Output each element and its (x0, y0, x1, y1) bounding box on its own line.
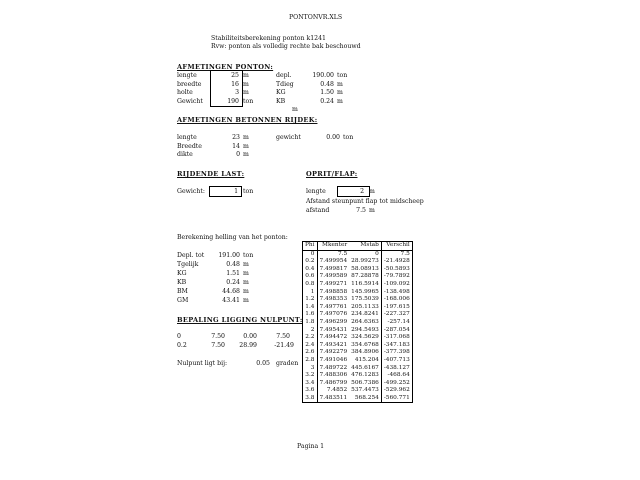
oprit-afstand-label: afstand (306, 207, 330, 214)
helling-unit: m (243, 297, 249, 304)
table-row (303, 372, 413, 380)
oprit-lengte-value[interactable]: 2 (360, 188, 364, 195)
table-cell: 205.1133 (351, 303, 379, 310)
ponton-calc-label: depl. (276, 72, 292, 79)
table-cell: 2 (303, 327, 318, 335)
rijdek-unit: m (243, 142, 249, 150)
ponton-label: breedte (177, 80, 202, 88)
table-cell: 145.9965 (351, 288, 379, 295)
helling-label: BM (177, 288, 188, 295)
helling-value: 0.24 (226, 279, 240, 286)
table-cell: -227.327 (381, 311, 412, 319)
table-cell: 384.8906 (351, 349, 379, 356)
file-name: PONTONVR.XLS (289, 14, 343, 21)
table-cell: -257.14 (381, 319, 412, 327)
helling-unit: ton (243, 252, 254, 259)
table-cell: -79.7892 (381, 273, 412, 281)
table-cell: 1.6 (303, 311, 318, 319)
table-cell: 0 (303, 250, 318, 258)
helling-label: GM (177, 297, 189, 304)
table-cell: 28.99273 (351, 258, 379, 265)
table-cell: 7.483511 (319, 394, 348, 401)
table-cell: 3.4 (303, 380, 318, 388)
ponton-calc-value: 190.00 (312, 72, 334, 79)
table-cell: 7.496299 (319, 318, 348, 325)
rijdek-gewicht-unit: ton (343, 134, 354, 141)
oprit-heading: OPRIT/FLAP: (306, 170, 358, 178)
table-cell: 0.4 (303, 266, 318, 274)
table-row (303, 304, 413, 312)
table-row (303, 395, 413, 403)
nulpunt-cell: 7.50 (211, 333, 225, 340)
table-cell: 0.2 (303, 258, 318, 266)
ponton-calc-unit: m (337, 80, 343, 88)
table-cell: 7.5 (337, 250, 348, 257)
table-cell: 7.486799 (319, 379, 348, 386)
table-cell: 2.8 (303, 357, 318, 365)
table-cell: -197.615 (381, 304, 412, 312)
helling-unit: m (243, 261, 249, 268)
table-row (303, 342, 413, 350)
nulpunt-cell: 0.2 (177, 342, 187, 349)
table-cell: 0.6 (303, 273, 318, 281)
ponton-unit: ton (243, 97, 254, 105)
table-row (303, 365, 413, 373)
page-number: Pagina 1 (297, 443, 325, 450)
oprit-afstand-text: Afstand steunpunt flap tot midscheep (306, 198, 424, 205)
table-cell: -438.127 (381, 365, 412, 373)
table-cell: 0 (375, 250, 379, 257)
table-cell: 7.497076 (319, 311, 348, 318)
helling-unit: m (243, 270, 249, 277)
ponton-label: Gewicht (177, 97, 203, 105)
ponton-calc-label: KG (276, 89, 286, 96)
helling-unit: m (243, 288, 249, 295)
last-heading: RIJDENDE LAST: (177, 170, 245, 178)
table-cell: 0.8 (303, 281, 318, 289)
table-row (303, 258, 413, 266)
ponton-value[interactable]: 3 (235, 89, 239, 96)
ponton-value[interactable]: 16 (231, 80, 239, 88)
table-row (303, 380, 413, 388)
title-line-2: Rvw: ponton als volledig rechte bak beschouwd (211, 43, 361, 50)
oprit-lengte-unit: m (369, 188, 375, 195)
table-row (303, 273, 413, 281)
helling-value: 1.51 (226, 270, 240, 277)
table-cell: 537.4473 (351, 387, 379, 394)
table-cell: 7.499954 (319, 258, 348, 265)
table-row (303, 387, 413, 395)
table-cell: -168.006 (381, 296, 412, 304)
table-cell: -50.5893 (381, 266, 412, 274)
table-cell: 476.1283 (351, 372, 379, 379)
last-value[interactable]: 1 (234, 188, 238, 195)
table-cell: 7.494472 (319, 334, 348, 341)
table-cell: -138.498 (381, 289, 412, 297)
table-cell: 7.499271 (319, 280, 348, 287)
ponton-extra-unit: m (292, 106, 298, 113)
table-cell: 7.4852 (326, 387, 348, 394)
ponton-calc-unit: m (337, 89, 343, 96)
table-cell: 568.254 (354, 394, 379, 401)
oprit-afstand-unit: m (369, 207, 375, 214)
table-cell: 1.8 (303, 319, 318, 327)
table-cell: 7.497761 (319, 303, 348, 310)
rijdek-label: dikte (177, 151, 193, 158)
table-cell: 7.499589 (319, 273, 348, 280)
table-cell: 1.4 (303, 304, 318, 312)
table-cell: 7.491046 (319, 356, 348, 363)
table-cell: 175.5039 (351, 296, 379, 303)
table-cell: -499.252 (381, 380, 412, 388)
column-header: Mstab (349, 242, 381, 251)
rijdek-label: Breedte (177, 142, 202, 150)
nulpunt-result-value: 0.05 (256, 360, 270, 367)
table-cell: 3 (303, 365, 318, 373)
table-cell: 2.4 (303, 342, 318, 350)
table-cell: 1 (303, 289, 318, 297)
table-cell: 7.493421 (319, 341, 348, 348)
nulpunt-result-label: Nulpunt ligt bij: (177, 360, 228, 367)
table-cell: 2.2 (303, 334, 318, 342)
table-cell: 7.5 (381, 250, 412, 258)
table-row (303, 296, 413, 304)
table-cell: 87.28878 (351, 273, 379, 280)
nulpunt-cell: 28.99 (239, 342, 257, 349)
table-cell: -109.092 (381, 281, 412, 289)
rijdek-gewicht-value: 0.00 (326, 134, 340, 141)
table-cell: 7.492279 (319, 349, 348, 356)
ponton-calc-unit: m (337, 97, 343, 105)
table-cell: 7.499817 (319, 265, 348, 272)
column-header: Verschil (381, 242, 412, 251)
rijdek-unit: m (243, 134, 249, 141)
table-cell: 324.5629 (351, 334, 379, 341)
helling-value: 191.00 (218, 252, 240, 259)
table-cell: 264.6363 (351, 318, 379, 325)
nulpunt-cell: 7.50 (211, 342, 225, 349)
ponton-calc-value: 0.24 (320, 97, 334, 105)
ponton-value[interactable]: 25 (231, 72, 239, 79)
helling-label: Depl. tot (177, 252, 205, 259)
helling-value: 0.48 (226, 261, 240, 268)
table-row (303, 250, 413, 258)
table-cell: 7.488306 (319, 372, 348, 379)
table-cell: 7.495431 (319, 326, 348, 333)
table-cell: 354.6768 (351, 341, 379, 348)
column-header: Mkenter (317, 242, 349, 251)
table-cell: 506.7386 (351, 379, 379, 386)
rijdek-value[interactable]: 14 (232, 142, 240, 150)
rijdek-value[interactable]: 0 (236, 151, 240, 158)
ponton-calc-unit: ton (337, 72, 348, 79)
nulpunt-cell: 7.50 (276, 333, 290, 340)
ponton-label: lengte (177, 72, 197, 79)
oprit-afstand-value: 7.5 (356, 207, 366, 214)
nulpunt-cell: -21.49 (274, 342, 294, 349)
afmetingen-heading: AFMETINGEN PONTON: (177, 63, 274, 71)
table-row (303, 281, 413, 289)
table-cell: 7.498353 (319, 296, 348, 303)
column-header: Phi (303, 242, 318, 251)
ponton-calc-value: 1.50 (320, 89, 334, 96)
results-table (302, 241, 413, 403)
helling-value: 44.68 (222, 288, 240, 295)
table-cell: 116.5914 (351, 280, 379, 287)
helling-label: KB (177, 279, 187, 286)
table-cell: -287.054 (381, 327, 412, 335)
helling-label: Tgelijk (177, 261, 199, 268)
table-cell: 58.08913 (351, 265, 379, 272)
rijdek-heading: AFMETINGEN BETONNEN RIJDEK: (177, 116, 318, 124)
table-cell: -317.068 (381, 334, 412, 342)
oprit-lengte-label: lengte (306, 188, 326, 195)
table-cell: 3.8 (303, 395, 318, 403)
table-cell: 445.6167 (351, 364, 379, 371)
last-label: Gewicht: (177, 188, 205, 195)
rijdek-unit: m (243, 151, 249, 158)
table-cell: 234.8241 (351, 311, 379, 318)
ponton-calc-label: KB (276, 97, 286, 105)
rijdek-gewicht-label: gewicht (276, 134, 301, 141)
results-table-body (303, 250, 413, 403)
nulpunt-cell: 0 (177, 333, 181, 340)
nulpunt-heading: BEPALING LIGGING NULPUNT: (177, 316, 303, 324)
table-row (303, 349, 413, 357)
title-line-1: Stabiliteitsberekening ponton k1241 (211, 35, 326, 42)
helling-value: 43.41 (222, 297, 240, 304)
table-row (303, 266, 413, 274)
table-row (303, 334, 413, 342)
table-cell: 7.498858 (319, 288, 348, 295)
table-cell: -529.962 (381, 387, 412, 395)
table-cell: -21.4928 (381, 258, 412, 266)
table-cell: 415.204 (354, 356, 379, 363)
helling-heading: Berekening helling van het ponton: (177, 234, 288, 241)
table-cell: -407.713 (381, 357, 412, 365)
ponton-unit: m (243, 89, 249, 96)
nulpunt-result-unit: graden (276, 360, 299, 367)
table-cell: 3.6 (303, 387, 318, 395)
table-cell: -560.771 (381, 395, 412, 403)
ponton-unit: m (243, 80, 249, 88)
table-cell: -377.398 (381, 349, 412, 357)
rijdek-label: lengte (177, 134, 197, 141)
table-cell: 1.2 (303, 296, 318, 304)
table-header-row (303, 242, 413, 251)
ponton-calc-value: 0.48 (320, 80, 334, 88)
helling-unit: m (243, 279, 249, 286)
table-cell: 3.2 (303, 372, 318, 380)
nulpunt-cell: 0.00 (243, 333, 257, 340)
table-cell: 294.5493 (351, 326, 379, 333)
ponton-value[interactable]: 190 (227, 97, 239, 105)
table-row (303, 289, 413, 297)
last-unit: ton (243, 188, 254, 195)
ponton-calc-label: Tdieg (276, 80, 294, 88)
table-cell: -347.183 (381, 342, 412, 350)
rijdek-value[interactable]: 23 (232, 134, 240, 141)
ponton-unit: m (243, 72, 249, 79)
table-cell: 7.489722 (319, 364, 348, 371)
table-row (303, 327, 413, 335)
table-row (303, 357, 413, 365)
table-cell: 2.6 (303, 349, 318, 357)
helling-label: KG (177, 270, 187, 277)
table-row (303, 319, 413, 327)
table-cell: -468.64 (381, 372, 412, 380)
table-row (303, 311, 413, 319)
ponton-label: holte (177, 89, 193, 96)
